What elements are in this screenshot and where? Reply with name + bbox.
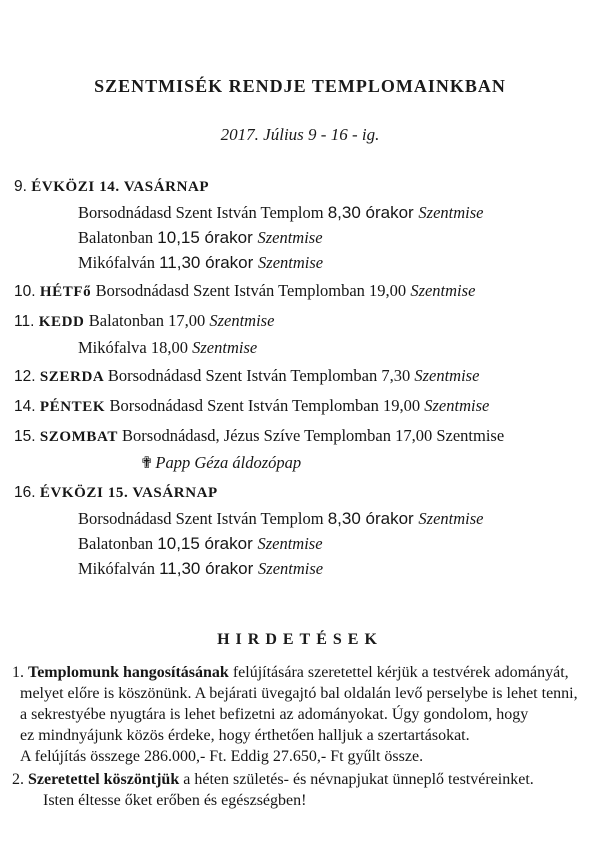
text-segment: Templomunk hangosításának: [28, 664, 229, 681]
text-segment: KEDD: [38, 314, 89, 330]
schedule-row: [14, 423, 600, 450]
text-segment: Szentmise: [258, 253, 324, 272]
text-segment: Mikófalván: [78, 253, 160, 272]
text-segment: Balatonban: [78, 228, 158, 247]
announcement-row: [0, 769, 600, 790]
text-segment: 10,15 órakor: [157, 228, 258, 247]
text-segment: 2.: [12, 771, 28, 788]
schedule-row: [14, 479, 600, 506]
schedule-row: [14, 556, 600, 581]
text-segment: A felújítás összege 286.000,- Ft. Eddig 27.650,- Ft gyűlt össze.: [20, 748, 424, 765]
text-segment: 8,30 órakor: [327, 509, 419, 528]
schedule-row: [14, 250, 600, 275]
text-segment: Mikófalván: [78, 559, 160, 578]
text-segment: Mikófalva 18,00: [78, 338, 193, 357]
schedule-row: [14, 225, 600, 250]
text-segment: ÉVKÖZI 15. VASÁRNAP: [39, 485, 218, 501]
text-segment: Szentmise: [209, 311, 275, 330]
text-segment: Szentmise: [257, 534, 323, 553]
schedule-row: [14, 308, 600, 335]
text-segment: SZOMBAT: [39, 429, 123, 445]
schedule-entry: [14, 393, 600, 420]
announcement-row: [0, 683, 600, 704]
text-segment: 11.: [14, 313, 39, 330]
text-segment: Szentmise: [424, 396, 490, 415]
text-segment: melyet előre is köszönünk. A bejárati üvegajtó bal oldalán levő perselybe is lehet tenni,: [20, 685, 578, 702]
schedule-entry: [14, 423, 600, 476]
text-segment: Borsodnádasd Szent István Templom: [78, 203, 328, 222]
text-segment: Szentmise: [418, 509, 484, 528]
schedule-entry: [14, 173, 600, 275]
text-segment: felújítására szeretettel kérjük a testvérek adományát,: [228, 664, 569, 681]
text-segment: Szentmise: [414, 366, 480, 385]
schedule-row: [14, 393, 600, 420]
announcement-item: [0, 769, 600, 811]
text-segment: a sekrestyébe nyugtára is lehet befizetni az adományokat. Úgy gondolom, hogy: [20, 706, 529, 723]
schedule-entry: [14, 308, 600, 360]
schedule-row: [14, 531, 600, 556]
text-segment: 12.: [14, 368, 40, 385]
text-segment: 8,30 órakor: [327, 203, 419, 222]
schedule-row: [14, 450, 600, 476]
text-segment: Isten éltesse őket erőben és egészségben!: [43, 792, 307, 809]
announcement-row: [0, 790, 600, 811]
text-segment: 9.: [14, 178, 32, 195]
text-segment: 14.: [14, 398, 40, 415]
schedule-entry: [14, 479, 600, 581]
announcements-section: [0, 662, 600, 811]
schedule-row: [14, 200, 600, 225]
text-segment: ez mindnyájunk közös érdeke, hogy érthetően halljuk a szertartásokat.: [20, 727, 470, 744]
schedule-row: [14, 278, 600, 305]
text-segment: Balatonban 17,00: [88, 311, 210, 330]
text-segment: Balatonban: [78, 534, 158, 553]
schedule-row: [14, 363, 600, 390]
text-segment: Borsodnádasd Szent István Templomban 19,00: [109, 396, 425, 415]
schedule-row: [14, 173, 600, 200]
text-segment: 10,15 órakor: [157, 534, 258, 553]
announcement-row: [0, 704, 600, 725]
text-segment: PÉNTEK: [39, 399, 110, 415]
text-segment: Szentmise: [257, 228, 323, 247]
date-range-subtitle: 2017. Július 9 - 16 - ig.: [220, 125, 380, 144]
text-segment: 1.: [12, 664, 28, 681]
text-segment: 11,30 órakor: [159, 253, 259, 272]
text-segment: Szentmise: [418, 203, 484, 222]
text-segment: Borsodnádasd Szent István Templomban 19,00: [95, 281, 411, 300]
text-segment: SZERDA: [39, 369, 108, 385]
text-segment: Szeretettel köszöntjük: [28, 771, 180, 788]
text-segment: Borsodnádasd Szent István Templomban 7,30: [107, 366, 415, 385]
text-segment: Szentmise: [410, 281, 476, 300]
document-title: SZENTMISÉK RENDJE TEMPLOMAINKBAN: [94, 76, 506, 96]
text-segment: Papp Géza áldozópap: [155, 453, 302, 472]
announcement-item: [0, 662, 600, 767]
announcements-title: HIRDETÉSEK: [217, 631, 383, 648]
schedule-entry: [14, 363, 600, 390]
cross-icon: ✟: [140, 455, 154, 472]
announcement-row: [0, 746, 600, 767]
text-segment: Szentmise: [192, 338, 258, 357]
text-segment: 10.: [14, 283, 40, 300]
text-segment: 11,30 órakor: [159, 559, 259, 578]
schedule-entry: [14, 278, 600, 305]
text-segment: Borsodnádasd, Jézus Szíve Templomban 17,00 Szentmise: [122, 426, 505, 445]
text-segment: HÉTFő: [39, 284, 96, 300]
schedule-row: [14, 506, 600, 531]
text-segment: 16.: [14, 484, 40, 501]
text-segment: Szentmise: [258, 559, 324, 578]
text-segment: Borsodnádasd Szent István Templom: [78, 509, 328, 528]
text-segment: 15.: [14, 428, 40, 445]
announcement-row: [0, 662, 600, 683]
announcement-row: [0, 725, 600, 746]
mass-schedule: [0, 173, 600, 581]
schedule-row: [14, 335, 600, 360]
text-segment: a héten születés- és névnapjukat ünneplő testvéreinket.: [179, 771, 534, 788]
text-segment: ÉVKÖZI 14. VASÁRNAP: [31, 179, 210, 195]
